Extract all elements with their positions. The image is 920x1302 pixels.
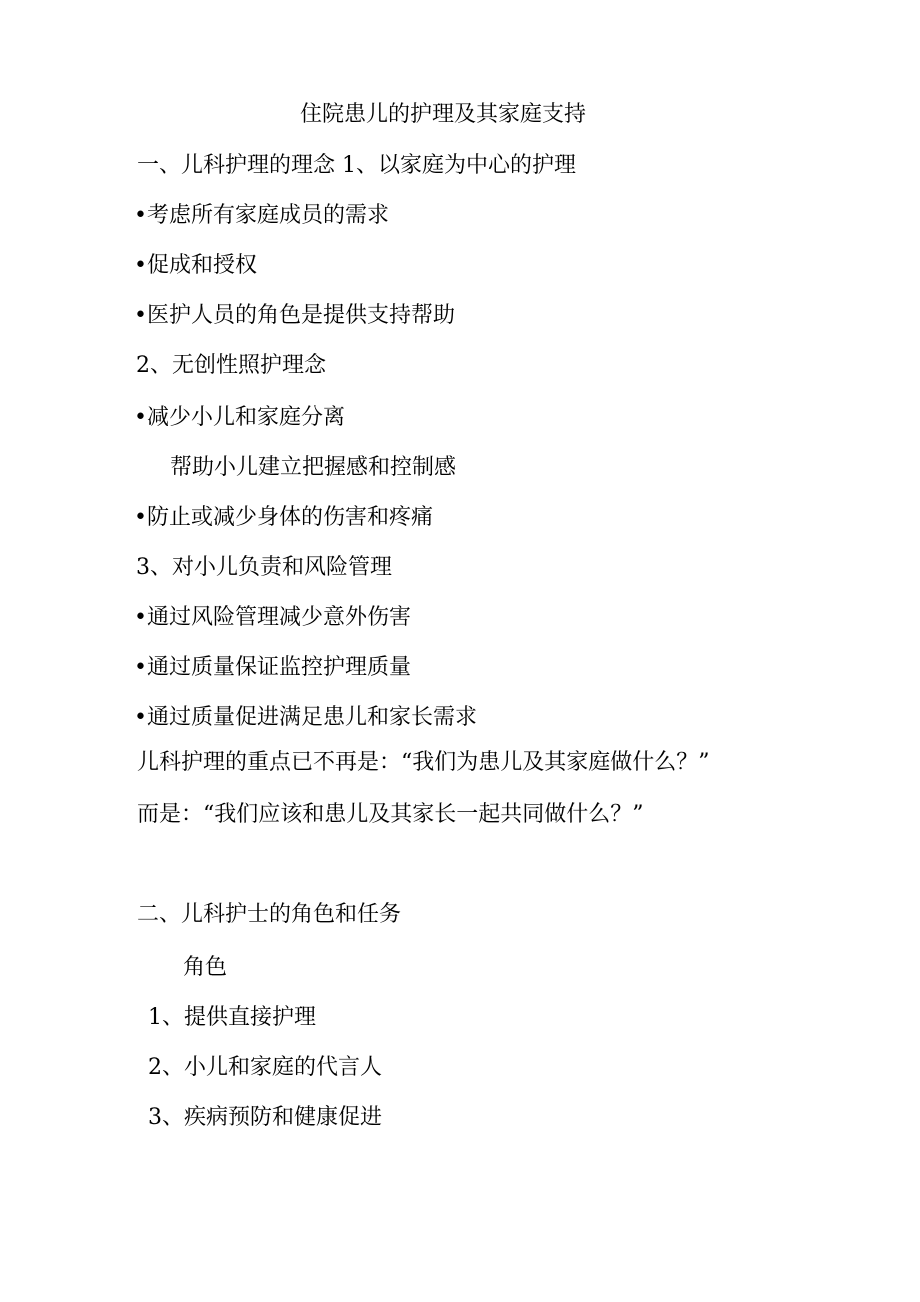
bullet-item: •通过风险管理减少意外伤害 [134, 605, 411, 630]
text-line: 而是：“我们应该和患儿及其家长一起共同做什么？” [137, 802, 644, 827]
list-item: 1、提供直接护理 [148, 1005, 316, 1030]
text-line: 角色 [183, 955, 228, 980]
section-heading: 一、儿科护理的理念 1、以家庭为中心的护理 [137, 153, 576, 178]
bullet-item: •促成和授权 [134, 253, 257, 278]
bullet-item: •通过质量促进满足患儿和家长需求 [134, 705, 477, 730]
bullet-item: •减少小儿和家庭分离 [134, 405, 345, 430]
bullet-item: •通过质量保证监控护理质量 [134, 655, 411, 680]
list-item: 3、疾病预防和健康促进 [148, 1105, 382, 1130]
subsection-heading: 3、对小儿负责和风险管理 [136, 555, 392, 580]
text-line: 帮助小儿建立把握感和控制感 [170, 455, 457, 480]
text-line: 儿科护理的重点已不再是：“我们为患儿及其家庭做什么？” [137, 750, 710, 775]
section-heading: 二、儿科护士的角色和任务 [137, 902, 402, 927]
document-title: 住院患儿的护理及其家庭支持 [300, 102, 587, 127]
list-item: 2、小儿和家庭的代言人 [148, 1055, 382, 1080]
subsection-heading: 2、无创性照护理念 [136, 353, 326, 378]
bullet-item: •防止或减少身体的伤害和疼痛 [134, 505, 433, 530]
bullet-item: •医护人员的角色是提供支持帮助 [134, 303, 455, 328]
bullet-item: •考虑所有家庭成员的需求 [134, 203, 389, 228]
